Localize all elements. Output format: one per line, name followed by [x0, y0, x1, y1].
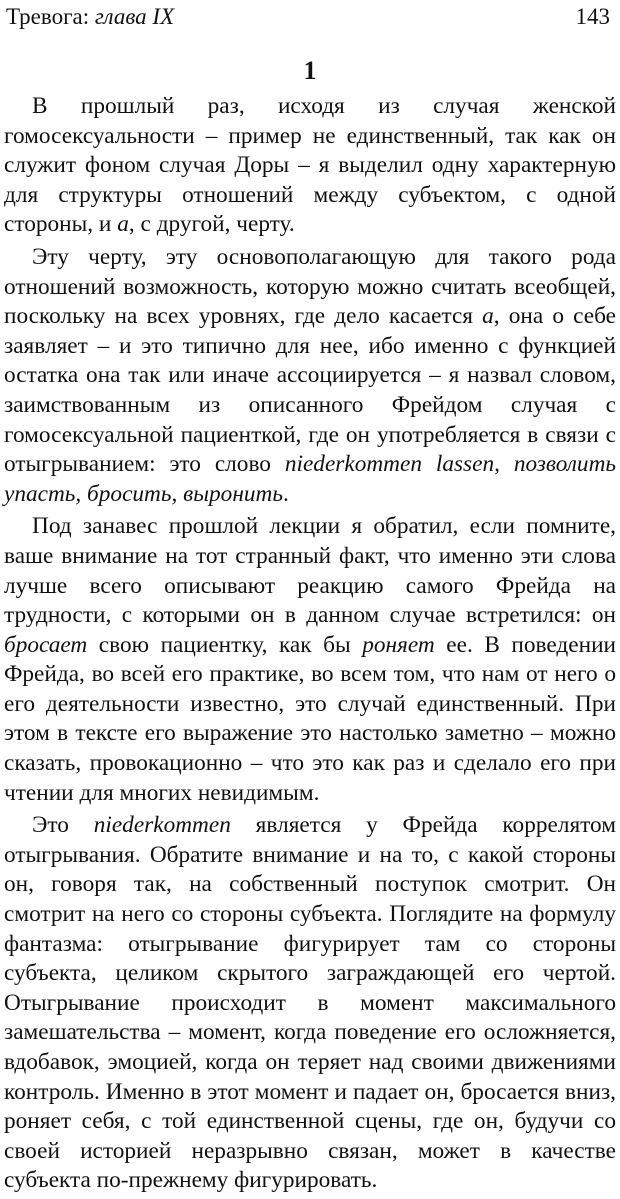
chapter-title-italic: глава IX [94, 4, 175, 29]
paragraph [4, 512, 616, 808]
italic-run: а [482, 303, 494, 330]
text-run: В прошлый раз, исходя из случая женской гомосексуальности – пример не единственный, так как он служит фоном случая Доры – я выделил одну характерную для структуры отношений между субъектом, с одной стороны, и [4, 93, 616, 238]
paragraph [4, 243, 616, 509]
running-head [6, 2, 610, 32]
paragraph [4, 92, 616, 240]
text-run: свою пациентку, как бы [87, 631, 363, 658]
text-run: , с другой, черту. [128, 211, 295, 238]
text-run: Это [32, 812, 94, 839]
text-run: Под занавес прошлой лекции я обратил, если помните, ваше внимание на тот странный факт, что именно эти слова лучше всего описывают реакцию самого Фрейда на трудности, с которыми он в данном случае встретился: он [4, 513, 616, 629]
body-text [4, 92, 616, 1199]
italic-run: niederkommen [93, 812, 231, 839]
text-run: ее. В поведении Фрейда, во всей его практике, во всем том, что нам от него о его деятельности известно, это случай единственный. При этом в тексте его выражение это настолько заметно – можно сказать, провокационно – что это как раз и сделало его при чтении для многих невидимым. [4, 631, 616, 806]
italic-run: niederkommen lassen, позволить упасть, бросить, выронить [4, 451, 617, 507]
section-number: 1 [303, 56, 317, 85]
text-run: Эту черту, эту основополагающую для такого рода отношений возможность, которую можно считать всеобщей, поскольку на всех уровнях, где дело касается [4, 243, 616, 330]
italic-run: бросает [4, 631, 88, 658]
text-run: . [282, 480, 289, 507]
text-run: является у Фрейда коррелятом отыгрывания. Обратите внимание и на то, с какой стороны он, говоря так, на собственный поступок смотрит. Он смотрит на него со стороны субъекта. Поглядите на формулу фантазма: отыгрывание фигурирует там со стороны субъекта, целиком скрытого заграждающей его чертой. Отыгрывание происходит в момент максимального замешательства – момент, когда поведение его осложняется, вдобавок, эмоцией, когда он теряет над своими движениями контроль. Именно в этот момент и падает он, бросается вниз, роняет себя, с той единственной сцены, где он, будучи со своей историей неразрывно связан, может в качестве субъекта по-прежнему фигурировать. [4, 812, 616, 1194]
chapter-title-plain: Тревога: [6, 4, 95, 29]
chapter-title [6, 2, 174, 32]
italic-run: роняет [362, 631, 435, 658]
paragraph [4, 811, 616, 1196]
page-number: 143 [575, 4, 610, 29]
italic-run: а [117, 211, 129, 238]
text-run: , она о себе заявляет – и это типично для нее, ибо именно с функцией остатка она так или иначе ассоциируется – я назвал словом, заимствованным из описанного Фрейдом случая с гомосексуальной пациенткой, где он употребляется в связи с отыгрыванием: это слово [4, 303, 616, 478]
